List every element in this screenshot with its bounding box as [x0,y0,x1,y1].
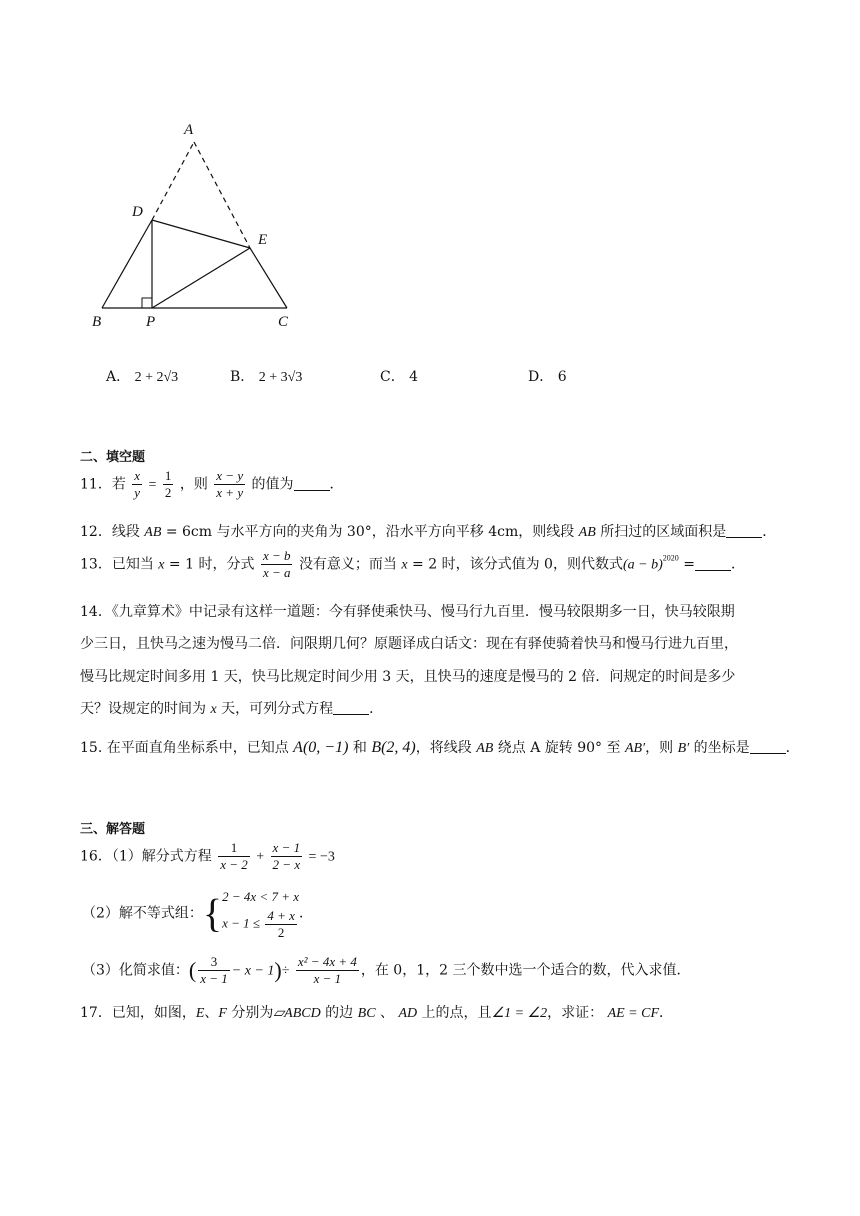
fraction-quadratic-over-x-minus-1: $\frac{\text{x² − 4x + 4}}{x - 1}$ [297,954,357,986]
q16-p2-text: （2）解不等式组： [82,905,203,922]
choice-letter: D． [528,369,554,385]
inequality-row-1: 2 − 4x < 7 + x [222,889,299,904]
q15-text: ，将线段 [415,740,477,756]
q17-ad: AD [398,1006,418,1021]
q17-text: 、 [204,1005,219,1021]
fraction-4-plus-x-over-2: $\frac{4 + x}{2}$ [267,908,295,940]
label-p: P [146,314,156,330]
choice-expr: 2 + 3√3 [258,370,303,385]
label-d: D [132,204,143,220]
segment-da-dashed [152,142,194,220]
q17-text: 、 [375,1005,399,1021]
question-14-line-1: 14．《九章算术》中记录有这样一道题：今有驿使乘快马、慢马行九百里．慢马较限期多一日，快马较限期 [80,604,735,620]
segment-pe [152,248,250,308]
q17-text: 分别为 [226,1005,274,1021]
q13-end: ． [730,556,745,573]
segment-bd [102,220,152,308]
q12-text: = 6cm 与水平方向的夹角为 30°，沿水平方向平移 4cm，则线段 [161,524,579,540]
q13-text: 13．已知当 [80,556,159,573]
q13-text: = 1 时，分式 [164,556,255,573]
q12-ab: AB [578,525,596,540]
q17-text: 17．已知，如图， [80,1005,196,1021]
fraction-x-minus-y-over-x-plus-y: $\frac{x - y}{x + y}$ [216,468,244,500]
q17-text: ，求证： [547,1005,608,1021]
label-a: A [184,122,194,138]
q13-text: = [678,556,695,573]
question-12 [80,521,776,541]
question-17 [80,1002,673,1022]
question-16-part-3 [82,954,690,987]
answer-blank[interactable] [333,700,369,715]
q17-e: E [195,1006,205,1021]
q12-text: 12．线段 [80,524,145,540]
right-paren: ) [274,957,282,983]
segment-de [152,220,250,248]
q16-p3-tail: ，在 0，1，2 三个数中选一个适合的数，代入求值． [360,962,691,979]
triangle-diagram [80,118,320,338]
section-heading-solve: 三、解答题 [80,822,146,837]
q13-text: = 2 时，该分式值为 0，则代数式 [407,556,623,573]
fraction-x-minus-b-over-x-minus-a: $\frac{x - b}{x - a}$ [262,548,291,580]
left-paren: ( [188,957,197,983]
choice-d[interactable] [528,366,567,386]
question-14-line-3: 慢马比规定时间多用 1 天，快马比规定时间少用 3 天，且快马的速度是慢马的 2 倍．问规定的时间是多少 [80,669,736,685]
q11-equals: = [148,477,157,493]
q16-p3-text: （3）化简求值： [82,962,189,979]
q15-point-a: A(0, −1) [293,739,349,756]
inequality-system [222,886,299,941]
question-16-part-2 [82,886,313,941]
q11-end: ． [329,476,344,493]
q17-angles: ∠1 = ∠2 [491,1006,548,1021]
answer-blank[interactable] [726,523,762,538]
right-angle-mark [142,298,152,308]
q11-prefix: 11．若 [80,476,126,493]
q13-x: x [401,557,408,573]
q17-bc: BC [357,1006,376,1021]
q17-f: F [218,1006,227,1021]
q15-ab: AB [476,741,494,756]
q15-text: 的坐标是 [689,740,750,756]
question-14-line-4 [80,698,383,718]
q15-b-prime: B′ [677,741,690,756]
q13-expr: (a − b) [622,557,663,573]
question-14-line-2: 少三日，且快马之速为慢马二倍．问限期几何？原题译成白话文：现在有驿使骑着快马和慢马行进九百里， [80,636,738,652]
q17-end: ． [659,1005,674,1021]
q13-x: x [158,557,165,573]
q13-text: 没有意义；而当 [298,556,402,573]
q16-p1-text: 16．（1）解分式方程 [80,848,212,865]
label-e: E [258,232,268,248]
fraction-x-over-y: $\frac{x}{y}$ [134,468,141,500]
q12-text: 所扫过的区域面积是 [595,524,727,540]
division-sign: ÷ [281,963,290,979]
inequality-row-2: x − 1 ≤ $\frac{4 + x}{2}$ [222,908,295,940]
fraction-x-minus-1-over-2-minus-x: $\frac{x - 1}{2 - x}$ [272,840,301,872]
choice-b[interactable] [230,366,302,386]
q16-p2-end: ． [298,905,313,922]
answer-blank[interactable] [294,476,330,491]
q14-text: 天，可列分式方程 [216,701,334,717]
q14-end: ． [369,701,384,717]
label-b: B [92,314,102,330]
q15-end: ． [785,740,800,756]
q17-text: 上的点，且 [417,1005,492,1021]
fraction-one-half: $\frac{1}{2}$ [164,468,172,500]
choice-expr: 6 [557,369,567,385]
q15-text: ，则 [645,740,678,756]
q11-mid: ，则 [179,476,208,493]
question-11 [80,468,344,501]
fraction-1-over-x-minus-2: $\frac{1}{x - 2}$ [220,840,248,872]
choice-c[interactable] [380,366,418,386]
q15-point-b: B(2, 4) [371,739,416,756]
q17-text: 的边 [320,1005,358,1021]
choice-a[interactable] [106,366,178,386]
choice-letter: C． [380,369,405,385]
question-13 [80,548,745,581]
plus-sign: + [256,849,265,865]
q13-exponent: 2020 [662,553,679,563]
q15-text: 15. 在平面直角坐标系中，已知点 [80,740,294,756]
triangle-figure [80,118,320,342]
q16-p1-rhs: = −3 [308,849,335,865]
segment-ec [250,248,287,308]
fraction-3-over-x-minus-1: $\frac{3}{x - 1}$ [200,954,228,986]
q15-text: 和 [348,740,372,756]
q11-tail: 的值为 [251,476,294,493]
q15-ab-prime: AB′ [624,741,646,756]
choice-letter: A． [106,369,131,385]
q16-p3-mid: − x − 1 [231,963,275,979]
q14-x: x [210,702,217,717]
question-16-part-1 [80,840,335,873]
left-brace: { [202,890,223,936]
segment-ae-dashed [194,142,250,248]
choice-expr: 4 [409,369,419,385]
choice-expr: 2 + 2√3 [134,370,179,385]
q12-ab: AB [144,525,162,540]
question-15 [80,737,800,757]
label-c: C [278,314,289,330]
q17-parallelogram: ▱ABCD [273,1006,321,1021]
q12-end: ． [762,524,777,540]
q15-text: 绕点 A 旋转 90° 至 [493,740,625,756]
section-heading-fill: 二、填空题 [80,450,146,465]
q17-conclusion: AE = CF [607,1006,660,1021]
answer-blank[interactable] [695,556,731,571]
answer-blank[interactable] [750,739,786,754]
choice-letter: B． [230,369,255,385]
q14-text: 天？设规定的时间为 [80,701,211,717]
